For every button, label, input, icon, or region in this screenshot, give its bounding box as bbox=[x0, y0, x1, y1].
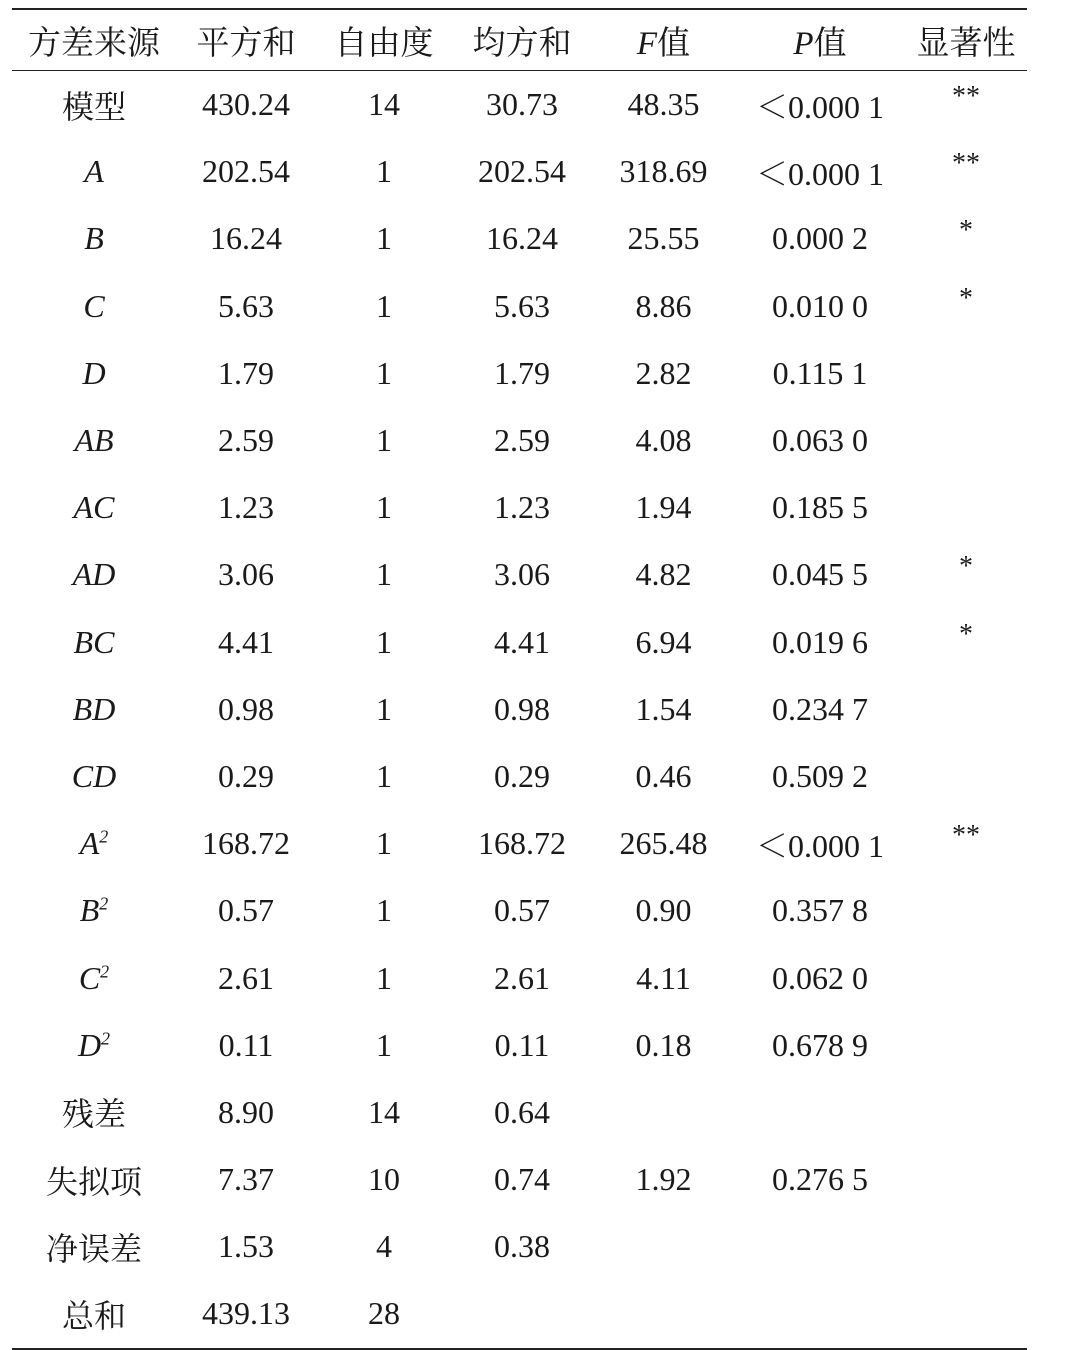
header-significance: 显著性 bbox=[916, 25, 1016, 62]
header-sum-of-squares: 平方和 bbox=[196, 25, 296, 62]
source-label: C bbox=[83, 287, 105, 324]
cell-mean-square: 0.74 bbox=[494, 1161, 550, 1198]
table-row bbox=[12, 1079, 1027, 1146]
source-label: 残差 bbox=[61, 1096, 126, 1133]
table-row bbox=[12, 1012, 1027, 1079]
cell-sum-of-squares: 202.54 bbox=[202, 153, 290, 190]
table-row bbox=[12, 609, 1027, 676]
table-row bbox=[12, 407, 1027, 474]
source-label: 总和 bbox=[61, 1297, 126, 1334]
cell-degrees-of-freedom: 1 bbox=[376, 892, 392, 929]
source-label: AC bbox=[73, 489, 115, 526]
cell-sum-of-squares: 1.79 bbox=[218, 354, 274, 391]
table-row bbox=[12, 743, 1027, 810]
cell-p-value: ＜0.000 1 bbox=[755, 155, 884, 192]
cell-source bbox=[12, 810, 176, 877]
cell-p-value: 0.234 7 bbox=[772, 690, 868, 727]
cell-degrees-of-freedom: 1 bbox=[376, 220, 392, 257]
cell-source bbox=[12, 71, 176, 139]
cell-mean-square: 30.73 bbox=[486, 86, 558, 123]
cell-p-value: 0.000 2 bbox=[772, 220, 868, 257]
cell-significance: * bbox=[959, 618, 973, 650]
header-p-value: P值 bbox=[793, 25, 847, 62]
cell-f-value: 0.90 bbox=[635, 892, 692, 929]
table-row bbox=[12, 944, 1027, 1011]
cell-p-value: 0.276 5 bbox=[772, 1161, 868, 1198]
cell-significance bbox=[905, 743, 1027, 810]
cell-f-value bbox=[592, 1280, 735, 1348]
cell-degrees-of-freedom: 1 bbox=[376, 690, 392, 727]
cell-p-value: 0.063 0 bbox=[772, 422, 868, 459]
anova-table bbox=[12, 8, 1027, 1350]
cell-sum-of-squares: 5.63 bbox=[218, 287, 274, 324]
cell-significance: ** bbox=[952, 81, 980, 112]
source-label: D bbox=[82, 354, 106, 391]
cell-source bbox=[12, 1079, 176, 1146]
cell-source bbox=[12, 1146, 176, 1213]
cell-significance bbox=[905, 340, 1027, 407]
cell-f-value: 6.94 bbox=[635, 623, 692, 660]
cell-degrees-of-freedom: 1 bbox=[376, 757, 392, 794]
cell-p-value: 0.010 0 bbox=[772, 287, 868, 324]
source-exponent: 2 bbox=[99, 826, 109, 847]
cell-source bbox=[12, 1280, 176, 1348]
cell-significance: * bbox=[959, 282, 973, 314]
cell-sum-of-squares: 0.29 bbox=[218, 757, 274, 794]
cell-source bbox=[12, 743, 176, 810]
cell-significance bbox=[905, 676, 1027, 743]
cell-degrees-of-freedom: 1 bbox=[376, 354, 392, 391]
cell-source bbox=[12, 474, 176, 541]
cell-mean-square: 0.11 bbox=[494, 1026, 550, 1063]
cell-sum-of-squares: 1.53 bbox=[218, 1228, 274, 1265]
table-row bbox=[12, 273, 1027, 340]
source-label: A bbox=[79, 825, 100, 862]
table-row bbox=[12, 1213, 1027, 1280]
cell-p-value: 0.509 2 bbox=[772, 757, 868, 794]
source-exponent: 2 bbox=[101, 1028, 111, 1049]
source-label: BD bbox=[72, 690, 116, 727]
source-label: D bbox=[77, 1026, 102, 1063]
cell-significance: * bbox=[959, 551, 973, 583]
cell-mean-square: 0.29 bbox=[494, 757, 550, 794]
cell-degrees-of-freedom: 1 bbox=[376, 489, 392, 526]
source-label: 失拟项 bbox=[45, 1163, 142, 1200]
cell-p-value: 0.115 1 bbox=[772, 354, 868, 391]
cell-significance bbox=[905, 407, 1027, 474]
cell-degrees-of-freedom: 10 bbox=[368, 1161, 400, 1198]
table-row bbox=[12, 877, 1027, 944]
cell-degrees-of-freedom: 14 bbox=[368, 86, 400, 123]
cell-significance bbox=[905, 1079, 1027, 1146]
cell-sum-of-squares: 3.06 bbox=[218, 556, 274, 593]
cell-mean-square: 0.64 bbox=[494, 1093, 550, 1130]
cell-f-value: 4.08 bbox=[635, 422, 692, 459]
source-label: AD bbox=[72, 556, 116, 593]
cell-p-value: 0.678 9 bbox=[772, 1026, 868, 1063]
cell-f-value: 2.82 bbox=[635, 354, 692, 391]
source-label: C bbox=[78, 959, 101, 996]
source-label: B bbox=[84, 220, 104, 257]
cell-p-value: 0.357 8 bbox=[772, 892, 868, 929]
table-row bbox=[12, 1280, 1027, 1348]
cell-mean-square bbox=[452, 1280, 592, 1348]
source-label: 净误差 bbox=[45, 1230, 142, 1267]
cell-source bbox=[12, 676, 176, 743]
cell-degrees-of-freedom: 28 bbox=[368, 1295, 400, 1332]
source-label: A bbox=[84, 153, 104, 190]
cell-p-value: 0.185 5 bbox=[772, 489, 868, 526]
cell-p-value: 0.019 6 bbox=[772, 623, 868, 660]
cell-mean-square: 3.06 bbox=[494, 556, 550, 593]
table-body bbox=[12, 71, 1027, 1349]
table-row bbox=[12, 810, 1027, 877]
cell-sum-of-squares: 4.41 bbox=[218, 623, 274, 660]
source-label: CD bbox=[71, 757, 117, 794]
cell-mean-square: 0.38 bbox=[494, 1228, 550, 1265]
cell-degrees-of-freedom: 1 bbox=[376, 556, 392, 593]
cell-f-value: 1.54 bbox=[635, 690, 692, 727]
cell-degrees-of-freedom: 1 bbox=[376, 959, 392, 996]
cell-sum-of-squares: 16.24 bbox=[210, 220, 282, 257]
cell-f-value: 265.48 bbox=[619, 825, 708, 862]
cell-source bbox=[12, 340, 176, 407]
table-row bbox=[12, 676, 1027, 743]
cell-mean-square: 4.41 bbox=[494, 623, 550, 660]
table-row bbox=[12, 1146, 1027, 1213]
table-row bbox=[12, 541, 1027, 608]
cell-mean-square: 1.79 bbox=[494, 354, 550, 391]
cell-significance: ** bbox=[952, 820, 980, 852]
cell-sum-of-squares: 0.11 bbox=[218, 1026, 274, 1063]
cell-mean-square: 2.59 bbox=[494, 422, 550, 459]
cell-sum-of-squares: 0.98 bbox=[218, 690, 274, 727]
cell-sum-of-squares: 2.61 bbox=[218, 959, 274, 996]
cell-mean-square: 0.98 bbox=[494, 690, 550, 727]
source-label: 模型 bbox=[61, 88, 126, 125]
cell-f-value: 4.82 bbox=[635, 556, 692, 593]
cell-p-value bbox=[735, 1280, 905, 1348]
header-source: 方差来源 bbox=[28, 25, 160, 62]
table-row bbox=[12, 71, 1027, 139]
cell-mean-square: 0.57 bbox=[494, 892, 550, 929]
cell-sum-of-squares: 7.37 bbox=[218, 1161, 274, 1198]
cell-significance bbox=[905, 1012, 1027, 1079]
cell-p-value: ＜0.000 1 bbox=[755, 88, 884, 125]
cell-mean-square: 16.24 bbox=[486, 220, 558, 257]
cell-significance bbox=[905, 474, 1027, 541]
cell-degrees-of-freedom: 1 bbox=[376, 422, 392, 459]
cell-f-value: 0.46 bbox=[635, 757, 692, 794]
header-degrees-of-freedom: 自由度 bbox=[334, 25, 434, 62]
source-label: BC bbox=[73, 623, 115, 660]
cell-p-value: ＜0.000 1 bbox=[755, 827, 884, 864]
cell-sum-of-squares: 1.23 bbox=[218, 489, 274, 526]
cell-sum-of-squares: 8.90 bbox=[218, 1093, 274, 1130]
cell-source bbox=[12, 609, 176, 676]
cell-f-value: 1.92 bbox=[635, 1161, 692, 1198]
cell-p-value bbox=[735, 1213, 905, 1280]
source-label: B bbox=[79, 892, 100, 929]
cell-significance: ** bbox=[952, 148, 980, 180]
cell-f-value: 25.55 bbox=[627, 220, 700, 257]
cell-f-value bbox=[592, 1213, 735, 1280]
cell-significance bbox=[905, 1146, 1027, 1213]
cell-significance bbox=[905, 944, 1027, 1011]
cell-mean-square: 2.61 bbox=[494, 959, 550, 996]
cell-f-value: 0.18 bbox=[635, 1026, 692, 1063]
anova-table-container bbox=[12, 8, 1027, 1350]
cell-sum-of-squares: 439.13 bbox=[202, 1295, 290, 1332]
source-exponent: 2 bbox=[99, 893, 109, 914]
cell-mean-square: 202.54 bbox=[478, 153, 566, 190]
cell-degrees-of-freedom: 14 bbox=[368, 1093, 400, 1130]
cell-degrees-of-freedom: 4 bbox=[376, 1228, 392, 1265]
cell-significance: * bbox=[959, 215, 973, 247]
table-row bbox=[12, 474, 1027, 541]
cell-f-value: 8.86 bbox=[635, 287, 692, 324]
header-f-value: F值 bbox=[636, 25, 691, 62]
cell-mean-square: 168.72 bbox=[478, 825, 566, 862]
cell-significance bbox=[905, 1213, 1027, 1280]
cell-mean-square: 5.63 bbox=[494, 287, 550, 324]
cell-sum-of-squares: 168.72 bbox=[202, 825, 290, 862]
cell-source bbox=[12, 944, 176, 1011]
header-mean-square: 均方和 bbox=[472, 25, 572, 62]
cell-f-value: 4.11 bbox=[636, 959, 691, 996]
cell-source bbox=[12, 877, 176, 944]
cell-f-value bbox=[592, 1079, 735, 1146]
cell-degrees-of-freedom: 1 bbox=[376, 1026, 392, 1063]
cell-source bbox=[12, 138, 176, 205]
cell-degrees-of-freedom: 1 bbox=[376, 623, 392, 660]
cell-f-value: 318.69 bbox=[619, 153, 708, 190]
cell-degrees-of-freedom: 1 bbox=[376, 287, 392, 324]
cell-p-value: 0.045 5 bbox=[772, 556, 868, 593]
cell-source bbox=[12, 541, 176, 608]
cell-p-value: 0.062 0 bbox=[772, 959, 868, 996]
cell-source bbox=[12, 273, 176, 340]
cell-f-value: 48.35 bbox=[627, 86, 700, 123]
cell-degrees-of-freedom: 1 bbox=[376, 825, 392, 862]
cell-significance bbox=[905, 1280, 1027, 1348]
cell-p-value bbox=[735, 1079, 905, 1146]
cell-degrees-of-freedom: 1 bbox=[376, 153, 392, 190]
cell-sum-of-squares: 0.57 bbox=[218, 892, 274, 929]
cell-sum-of-squares: 430.24 bbox=[202, 86, 290, 123]
cell-f-value: 1.94 bbox=[635, 489, 692, 526]
cell-source bbox=[12, 1213, 176, 1280]
table-row bbox=[12, 340, 1027, 407]
table-row bbox=[12, 138, 1027, 205]
cell-mean-square: 1.23 bbox=[494, 489, 550, 526]
cell-source bbox=[12, 407, 176, 474]
header-row bbox=[12, 9, 1027, 71]
cell-significance bbox=[905, 877, 1027, 944]
source-exponent: 2 bbox=[100, 960, 110, 981]
cell-source bbox=[12, 1012, 176, 1079]
source-label: AB bbox=[74, 422, 114, 459]
cell-sum-of-squares: 2.59 bbox=[218, 422, 274, 459]
table-row bbox=[12, 205, 1027, 272]
cell-source bbox=[12, 205, 176, 272]
